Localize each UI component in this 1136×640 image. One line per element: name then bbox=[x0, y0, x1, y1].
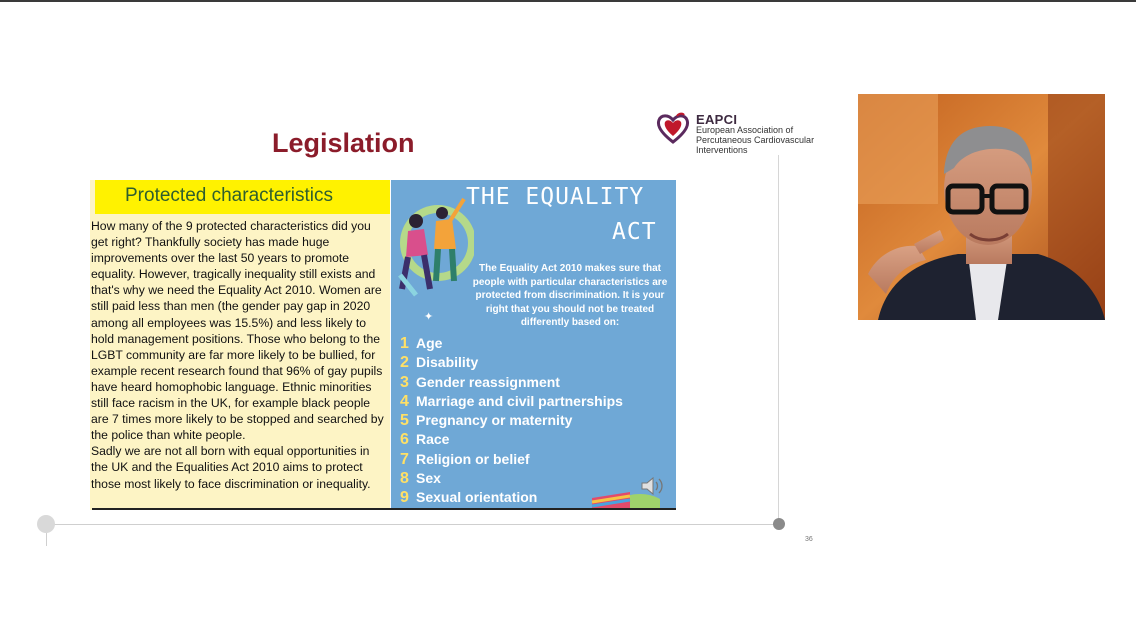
item-label: Marriage and civil partnerships bbox=[416, 392, 623, 409]
timeline-end-dot bbox=[773, 518, 785, 530]
slide-title: Legislation bbox=[272, 128, 415, 158]
item-label: Pregnancy or maternity bbox=[416, 412, 573, 429]
paragraph-1: How many of the 9 protected characteristics did you get right? Thankfully society has made huge improvements over the last 50 years to promote equality. However, tragically inequality still exists and that's why we need the Equality Act 2010. Women are still paid less than men (the gender pay gap in 2020 among all employees was 15.5%) and less likely to hold management positions. Those who belong to the LGBT community are far more likely to be bullied, for example recent research found that 96% of gay pupils have heard homophobic language. Ethnic minorities still face racism in the UK, for example black people are 7 times more likely to be stopped and searched by the police than white people. bbox=[91, 219, 384, 443]
logo-subtitle-line: Percutaneous Cardiovascular bbox=[696, 135, 815, 145]
webcam-image bbox=[858, 94, 1105, 320]
content-bottom-rule bbox=[92, 508, 676, 510]
protected-characteristics-text bbox=[91, 218, 386, 492]
item-number: 1 bbox=[400, 335, 409, 352]
item-number: 5 bbox=[400, 412, 409, 430]
item-number: 7 bbox=[400, 450, 409, 468]
speaker-icon[interactable] bbox=[640, 476, 664, 496]
item-number: 8 bbox=[400, 470, 409, 488]
list-item bbox=[400, 450, 623, 469]
slide-vertical-divider bbox=[778, 155, 779, 520]
item-label: Race bbox=[416, 431, 450, 448]
characteristics-list bbox=[400, 334, 623, 508]
protected-characteristics-heading bbox=[95, 180, 390, 214]
item-label: Sexual orientation bbox=[416, 489, 538, 506]
equality-act-title: THE EQUALITY bbox=[466, 184, 645, 210]
eapci-logo bbox=[656, 112, 826, 156]
logo-subtitle-line: European Association of bbox=[696, 125, 794, 135]
paragraph-2: Sadly we are not all born with equal opportunities in the UK and the Equalities Act 2010 aims to protect those most likely to face discrimination or inequality. bbox=[91, 444, 371, 491]
list-item bbox=[400, 411, 623, 430]
slide-timeline-tick bbox=[46, 532, 47, 546]
item-number: 3 bbox=[400, 373, 409, 391]
item-label: Disability bbox=[416, 354, 479, 371]
speaker-webcam-feed bbox=[858, 94, 1105, 320]
heading-text: Protected characteristics bbox=[125, 185, 334, 206]
heart-logo-icon bbox=[656, 112, 690, 144]
list-item bbox=[400, 353, 623, 372]
item-number: 4 bbox=[400, 392, 409, 410]
item-label: Sex bbox=[416, 470, 441, 487]
page-number: 36 bbox=[805, 536, 813, 543]
item-number: 6 bbox=[400, 431, 409, 449]
item-number: 2 bbox=[400, 354, 409, 372]
equality-act-title-2: ACT bbox=[612, 219, 657, 245]
item-label: Age bbox=[416, 335, 443, 351]
sparkle-icon: ✦ bbox=[424, 311, 434, 323]
list-item bbox=[400, 392, 623, 411]
list-item bbox=[400, 334, 623, 353]
item-label: Religion or belief bbox=[416, 450, 530, 467]
people-illustration-icon bbox=[394, 185, 474, 305]
logo-subtitle bbox=[696, 125, 836, 155]
list-item bbox=[400, 469, 623, 488]
logo-subtitle-line: Interventions bbox=[696, 145, 748, 155]
slide-timeline-line bbox=[46, 524, 780, 525]
equality-act-description: The Equality Act 2010 makes sure that people with particular characteristics are protected from discrimination. It is your right that you should not be treated differently based on: bbox=[472, 263, 668, 328]
item-label: Gender reassignment bbox=[416, 373, 560, 390]
list-item bbox=[400, 373, 623, 392]
timeline-start-dot bbox=[37, 515, 55, 533]
list-item bbox=[400, 430, 623, 449]
item-number: 9 bbox=[400, 489, 409, 507]
logo-name: EAPCI bbox=[696, 112, 738, 127]
